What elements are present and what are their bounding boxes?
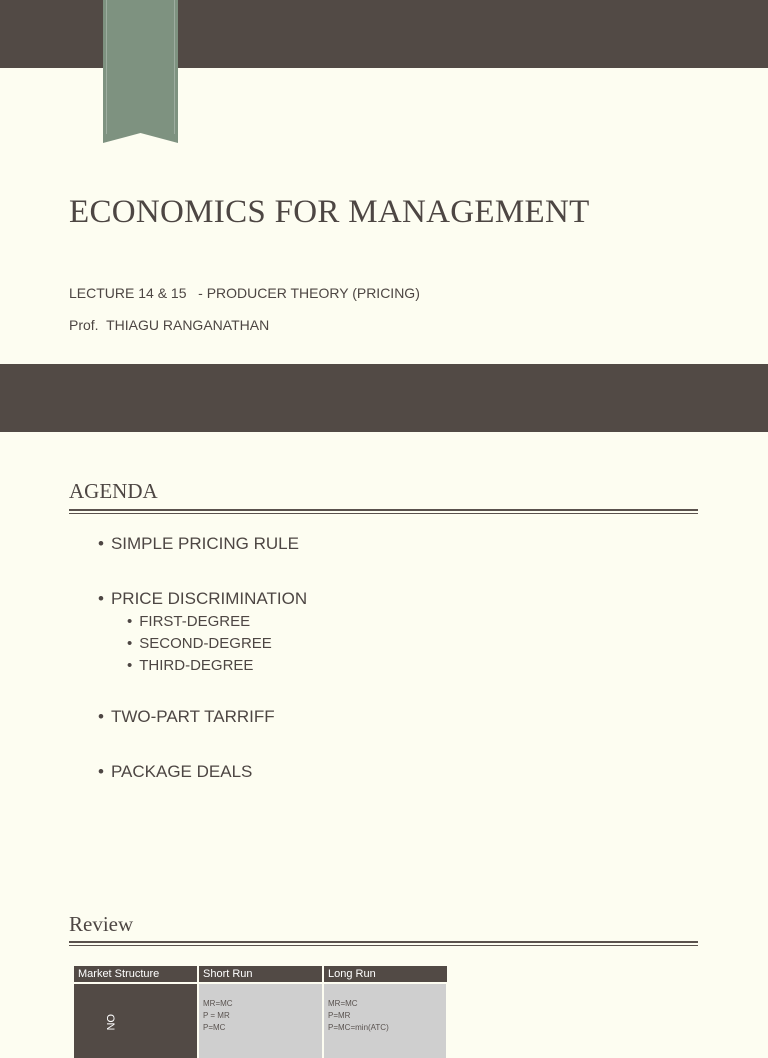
bullet-icon: • xyxy=(127,635,133,652)
long-run-condition: MR=MC xyxy=(328,999,358,1008)
bullet-icon: • xyxy=(127,657,133,674)
short-run-cell xyxy=(198,983,323,1058)
bookmark-ribbon-decoration xyxy=(103,0,178,143)
bullet-icon: • xyxy=(127,613,133,630)
column-header-long-run: Long Run xyxy=(323,966,447,983)
long-run-condition: P=MR xyxy=(328,1011,351,1020)
bullet-icon: • xyxy=(98,534,104,553)
short-run-condition: P = MR xyxy=(203,1011,230,1020)
slide-divider-band xyxy=(0,364,768,432)
short-run-condition: P=MC xyxy=(203,1023,226,1032)
agenda-subitem xyxy=(127,613,250,630)
long-run-cell xyxy=(323,983,447,1058)
agenda-item-label: TWO-PART TARRIFF xyxy=(110,707,275,726)
agenda-item xyxy=(98,762,252,782)
agenda-item xyxy=(98,707,275,727)
agenda-subitem xyxy=(127,657,253,674)
long-run-condition: P=MC=min(ATC) xyxy=(328,1023,389,1032)
review-heading: Review xyxy=(69,912,134,936)
agenda-item-label: PRICE DISCRIMINATION xyxy=(110,589,308,608)
agenda-item-label: SIMPLE PRICING RULE xyxy=(110,534,299,553)
agenda-subitem xyxy=(127,635,272,652)
agenda-item-label: PACKAGE DEALS xyxy=(110,762,253,781)
market-structure-cell xyxy=(74,983,198,1058)
agenda-subitem-label: THIRD-DEGREE xyxy=(139,657,254,674)
lecture-subtitle: LECTURE 14 & 15 - PRODUCER THEORY (PRICING) xyxy=(69,285,420,301)
bullet-icon: • xyxy=(98,762,104,781)
bullet-icon: • xyxy=(98,589,104,608)
agenda-subitem-label: FIRST-DEGREE xyxy=(139,613,251,630)
table-header-row xyxy=(74,966,447,983)
agenda-heading: AGENDA xyxy=(69,479,158,503)
review-heading-rule xyxy=(69,941,698,946)
agenda-item xyxy=(98,589,307,609)
bullet-icon: • xyxy=(98,707,104,726)
agenda-subitem-label: SECOND-DEGREE xyxy=(139,635,272,652)
agenda-item xyxy=(98,534,299,554)
column-header-short-run: Short Run xyxy=(198,966,323,983)
professor-name: Prof. THIAGU RANGANATHAN xyxy=(69,317,270,333)
column-header-market-structure: Market Structure xyxy=(74,966,198,983)
review-table xyxy=(74,966,448,1058)
short-run-condition: MR=MC xyxy=(203,999,233,1008)
agenda-heading-rule xyxy=(69,509,698,514)
market-structure-label: ON xyxy=(104,1014,116,1031)
slide-title: ECONOMICS FOR MANAGEMENT xyxy=(69,194,590,230)
table-row xyxy=(74,983,447,1058)
